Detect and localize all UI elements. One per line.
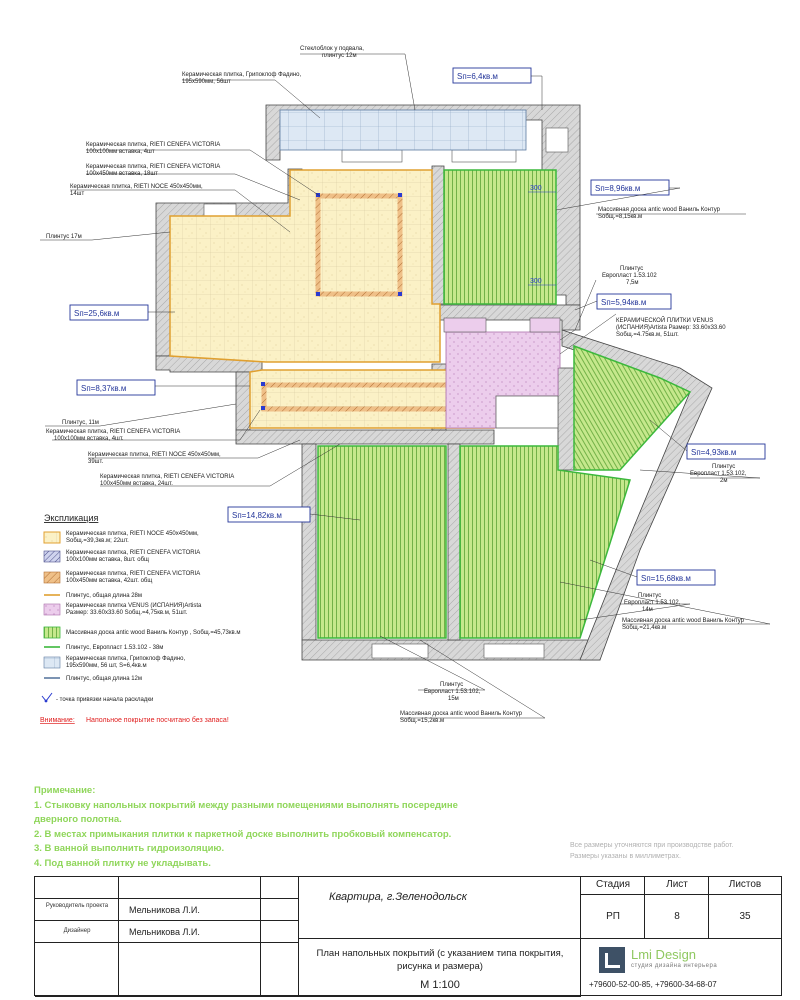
callout-board-152: Массивная доска antic wood Ваниль Контур Sобщ.=15,2кв.м xyxy=(400,711,522,724)
area-label-6-4 xyxy=(453,68,531,83)
studio-logo-subtitle: студия дизайна интерьера xyxy=(631,963,718,969)
callout-victoria-1: Керамическая плитка, RIETI CENEFA VICTORIA 100x100мм вставка, 4шт xyxy=(86,142,221,155)
role-project-lead: Руководитель проекта xyxy=(45,903,109,909)
studio-logo-icon xyxy=(599,947,625,973)
legend-item-glass xyxy=(44,656,186,669)
svg-text:Плинтус, Европласт 1.53.102 -: Плинтус, Европласт 1.53.102 - 38м xyxy=(66,645,164,651)
legend-item-victoria-small xyxy=(44,550,200,563)
notes-line-4: 3. В ванной выполнить гидроизоляцию. xyxy=(34,843,225,854)
legend-item-victoria-long xyxy=(44,571,200,584)
board-zone-room-left xyxy=(318,446,446,638)
bathtub xyxy=(496,396,558,428)
svg-text:Плинтус, общая длина 28м: Плинтус, общая длина 28м xyxy=(66,593,142,599)
title-block xyxy=(34,876,782,996)
svg-text:Керамическая плитка, RIETI NOC: Керамическая плитка, RIETI NOCE 450x450мм, Sобщ.=39,3кв.м; 22шт. xyxy=(66,531,199,544)
svg-text:Sп=4,93кв.м: Sп=4,93кв.м xyxy=(691,448,737,457)
studio-phones: +79600-52-00-85, +79600-34-68-07 xyxy=(589,980,717,989)
notes-line-1: 1. Стыковку напольных покрытий между разными помещениями выполнять посередине xyxy=(34,799,458,811)
svg-text:Керамическая плитка, RIETI CEN: Керамическая плитка, RIETI CENEFA VICTORIA 100x450мм вставка, 42шт. общ xyxy=(66,571,201,584)
legend-item-plinth-green xyxy=(44,645,163,651)
callout-venus: КЕРАМИЧЕСКОЙ ПЛИТКИ VENUS (ИСПАНИЯ)Artista Размер: 33.60x33.60 Sобщ.=4.75кв.м, 51шт. xyxy=(616,318,726,338)
area-label-8-96 xyxy=(591,180,669,195)
legend-item-venus xyxy=(44,603,202,616)
legend-anchor-note xyxy=(42,693,153,703)
svg-text:- точка привязки начала раскла: - точка привязки начала раскладки xyxy=(56,697,154,703)
area-label-8-37 xyxy=(77,380,155,395)
legend-item-noce xyxy=(44,531,199,544)
callout-plinth-14: Плинтус Европласт 1.53.102, 14м xyxy=(624,593,681,613)
sheet-value: 8 xyxy=(674,911,680,922)
callout-plinth-2: Плинтус Европласт 1.53.102, 2м xyxy=(690,464,747,484)
callout-noce-2: Керамическая плитка, RIETI NOCE 450x450мм, 39шт. xyxy=(88,452,221,465)
role-designer: Дизайнер xyxy=(63,928,91,934)
studio-logo-text: Lmi Design xyxy=(631,947,697,962)
area-label-25-6 xyxy=(70,305,148,320)
svg-text:Плинтус, общая длина 12м: Плинтус, общая длина 12м xyxy=(66,676,142,682)
bath-fixture-2 xyxy=(530,318,560,332)
sheets-header: Листов xyxy=(728,879,762,890)
area-label-15-68 xyxy=(637,570,715,585)
area-label-5-94 xyxy=(597,294,671,309)
name-designer: Мельникова Л.И. xyxy=(129,927,200,937)
svg-text:Sп=25,6кв.м: Sп=25,6кв.м xyxy=(74,309,120,318)
project-name: Квартира, г.Зеленодольск xyxy=(329,891,467,903)
notes-line-5: 4. Под ванной плитку не укладывать. xyxy=(34,857,211,869)
callout-board-214: Массивная доска antic wood Ваниль Контур Sобщ.=21,4кв.м xyxy=(622,618,744,631)
svg-text:Массивная доска antic wood Ван: Массивная доска antic wood Ваниль Контур , Sобщ.=45,73кв.м xyxy=(66,630,241,636)
callout-top-tile: Керамическая плитка, Грипоклоф Фадино, 195x590мм, 56шт xyxy=(182,72,302,85)
notes-block xyxy=(34,784,554,871)
legend-title: Экспликация xyxy=(44,513,99,523)
stage-value: РП xyxy=(606,911,620,922)
stage-header: Стадия xyxy=(595,879,631,890)
svg-text:300: 300 xyxy=(530,185,542,192)
svg-text:Sп=14,82кв.м: Sп=14,82кв.м xyxy=(232,511,282,520)
dimension-note: Все размеры уточняются при производстве работ. Размеры указаны в миллиметрах. xyxy=(570,842,734,860)
callout-victoria-3: Керамическая плитка, RIETI CENEFA VICTORIA 100x450мм вставка, 24шт. xyxy=(100,474,235,487)
legend-item-board xyxy=(44,627,241,638)
bath-fixture-1 xyxy=(444,318,486,332)
notes-line-3: 2. В местах примыкания плитки к паркетной доске выполнить пробковый компенсатор. xyxy=(34,828,452,840)
notes-line-2: дверного полотна. xyxy=(34,814,122,825)
callout-top-glass: Стеклоблок у подвала, плинтус 12м xyxy=(300,46,364,59)
callout-plinth-15: Плинтус Европласт 1.53.102, 15м xyxy=(424,682,481,702)
svg-text:Sп=8,37кв.м: Sп=8,37кв.м xyxy=(81,384,127,393)
callout-plinth-11: Плинтус, 11м Керамическая плитка, RIETI CENEFA VICTORIA 100x100мм вставка, 4шт. xyxy=(46,420,181,442)
svg-text:Sп=8,96кв.м: Sп=8,96кв.м xyxy=(595,184,641,193)
svg-text:Керамическая плитка, Грипоклоф: Керамическая плитка, Грипоклоф Фадино, 195x590мм, 56 шт, S=6,4кв.м xyxy=(66,656,186,669)
sheet-header: Лист xyxy=(666,879,688,890)
legend-warning-label: Внимание: xyxy=(40,717,75,724)
legend-item-plinth-blue xyxy=(44,676,142,682)
tile-strip-top xyxy=(280,110,526,150)
name-project-lead: Мельникова Л.И. xyxy=(129,905,200,915)
svg-text:300: 300 xyxy=(530,278,542,285)
area-label-4-93 xyxy=(687,444,765,459)
svg-text:Sп=15,68кв.м: Sп=15,68кв.м xyxy=(641,574,691,583)
svg-text:Sп=5,94кв.м: Sп=5,94кв.м xyxy=(601,298,647,307)
callout-victoria-2: Керамическая плитка, RIETI CENEFA VICTORIA 100x450мм вставка, 18шт xyxy=(86,164,221,177)
callout-plinth-7-5: Плинтус Европласт 1.53.102 7,5м xyxy=(602,266,657,286)
area-label-14-82 xyxy=(228,507,310,522)
callout-noce-1: Керамическая плитка, RIETI NOCE 450x450мм, 14шт xyxy=(70,184,203,197)
callout-board-815: Массивная доска antic wood Ваниль Контур Sобщ.=8,15кв.м xyxy=(598,207,720,220)
svg-text:Sп=6,4кв.м: Sп=6,4кв.м xyxy=(457,72,498,81)
notes-title: Примечание: xyxy=(34,785,96,796)
drawing-title: План напольных покрытий (с указанием типа покрытия, рисунка и размера) xyxy=(316,948,564,972)
drawing-scale: М 1:100 xyxy=(420,979,460,991)
legend xyxy=(40,513,241,724)
svg-text:Керамическая плитка, RIETI CEN: Керамическая плитка, RIETI CENEFA VICTORIA 100x100мм вставка, 8шт. общ xyxy=(66,550,201,563)
sheets-value: 35 xyxy=(739,911,751,922)
legend-warning-text: Напольное покрытие посчитано без запаса! xyxy=(86,717,229,724)
legend-item-plinth-orange xyxy=(44,593,142,599)
svg-text:Керамическая плитка VENUS (ИСП: Керамическая плитка VENUS (ИСПАНИЯ)Artista Размер: 33.60x33.60 Sобщ.=4,75кв.м, 51шт. xyxy=(66,603,202,616)
callout-plinth-17: Плинтус 17м xyxy=(46,234,82,240)
